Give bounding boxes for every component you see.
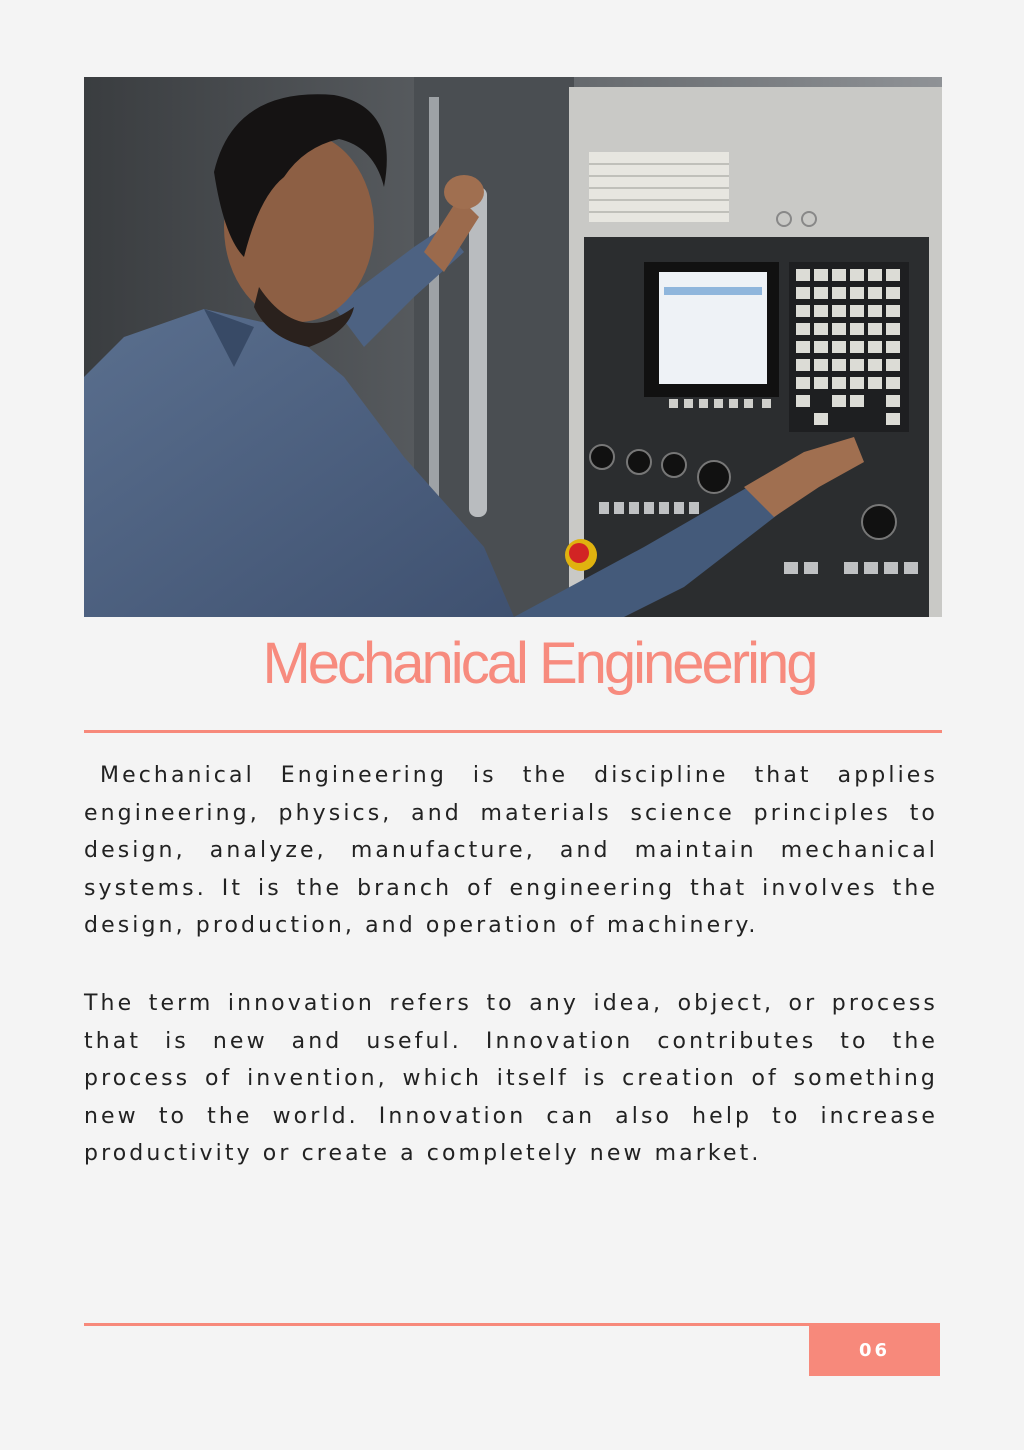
page-number: 06 [858, 1339, 891, 1361]
hero-photo [84, 77, 942, 617]
title-divider [84, 730, 942, 733]
page-title: Mechanical Engineering [262, 631, 816, 696]
intro-paragraph: Mechanical Engineering is the discipline that applies engineering, physics, and materials science principles to design, analyze, manufacture, and maintain mechanical systems. It is the branch of engineering that involves the design, production, and operation of machinery. [84, 763, 938, 938]
page-number-badge [809, 1324, 940, 1376]
innovation-paragraph: The term innovation refers to any idea, object, or process that is new and useful. Innovation contributes to the process of invention, which itself is creation of something new to the world. Innovation can also help to increase productivity or create a completely new market. [84, 991, 938, 1166]
engineer-at-cnc-machine-image [84, 77, 942, 617]
